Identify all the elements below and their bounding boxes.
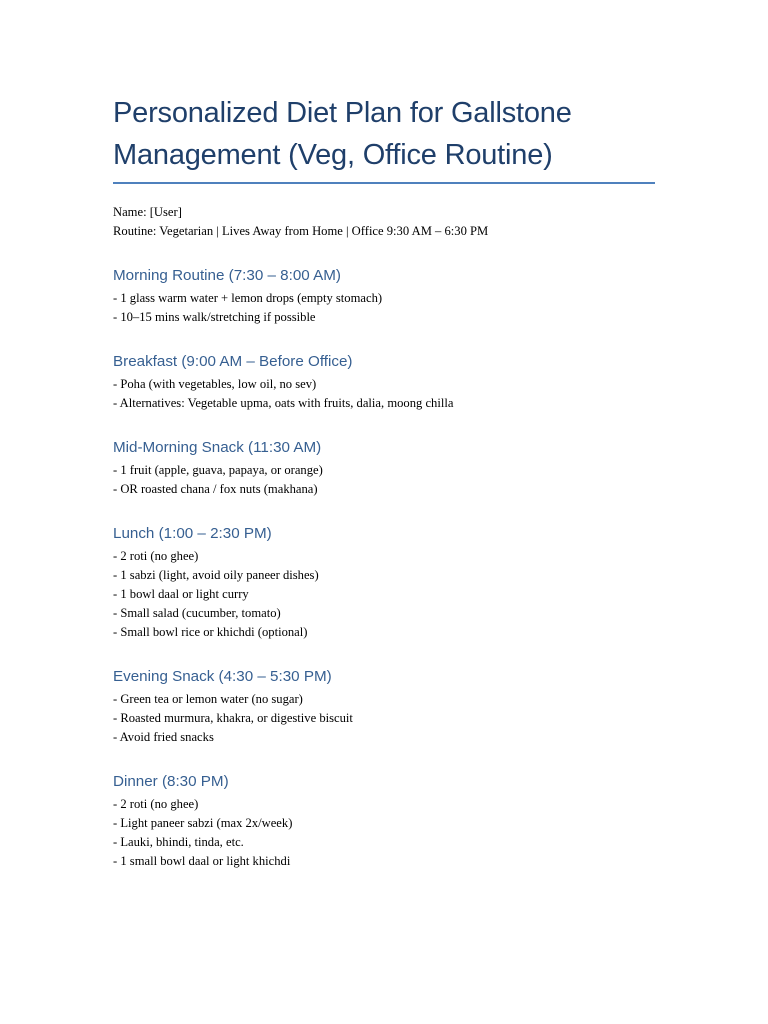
section-heading: Dinner (8:30 PM) <box>113 773 229 790</box>
list-item: - 1 fruit (apple, guava, papaya, or orange) <box>113 463 323 477</box>
list-item: - 2 roti (no ghee) <box>113 549 199 563</box>
section-lunch <box>113 524 655 642</box>
list-item: - Avoid fried snacks <box>113 730 214 744</box>
section-heading: Morning Routine (7:30 – 8:00 AM) <box>113 267 341 284</box>
section-mid-morning-snack <box>113 438 655 499</box>
section-breakfast <box>113 352 655 413</box>
list-item: - OR roasted chana / fox nuts (makhana) <box>113 482 318 496</box>
section-heading: Mid-Morning Snack (11:30 AM) <box>113 439 322 456</box>
list-item: - Light paneer sabzi (max 2x/week) <box>113 816 293 830</box>
section-heading: Lunch (1:00 – 2:30 PM) <box>113 525 272 542</box>
section-dinner <box>113 772 655 871</box>
section-heading: Evening Snack (4:30 – 5:30 PM) <box>113 668 332 685</box>
list-item: - 1 sabzi (light, avoid oily paneer dishes) <box>113 568 319 582</box>
user-meta <box>113 203 655 241</box>
list-item: - Roasted murmura, khakra, or digestive biscuit <box>113 711 353 725</box>
list-item: - Alternatives: Vegetable upma, oats with fruits, dalia, moong chilla <box>113 396 454 410</box>
section-heading: Breakfast (9:00 AM – Before Office) <box>113 353 353 370</box>
routine-line: Routine: Vegetarian | Lives Away from Home | Office 9:30 AM – 6:30 PM <box>113 224 489 238</box>
list-item: - 2 roti (no ghee) <box>113 797 199 811</box>
name-line: Name: [User] <box>113 205 182 219</box>
list-item: - 1 glass warm water + lemon drops (empty stomach) <box>113 291 383 305</box>
section-morning-routine <box>113 266 655 327</box>
title-underline <box>113 182 655 184</box>
list-item: - 1 small bowl daal or light khichdi <box>113 854 291 868</box>
document-title: Personalized Diet Plan for Gallstone Management (Veg, Office Routine) <box>113 97 572 171</box>
list-item: - Lauki, bhindi, tinda, etc. <box>113 835 244 849</box>
list-item: - 1 bowl daal or light curry <box>113 587 249 601</box>
list-item: - Poha (with vegetables, low oil, no sev) <box>113 377 317 391</box>
list-item: - Small bowl rice or khichdi (optional) <box>113 625 308 639</box>
list-item: - 10–15 mins walk/stretching if possible <box>113 310 316 324</box>
document-page <box>113 92 655 871</box>
list-item: - Green tea or lemon water (no sugar) <box>113 692 303 706</box>
section-evening-snack <box>113 667 655 747</box>
meal-sections <box>113 266 655 871</box>
list-item: - Small salad (cucumber, tomato) <box>113 606 281 620</box>
